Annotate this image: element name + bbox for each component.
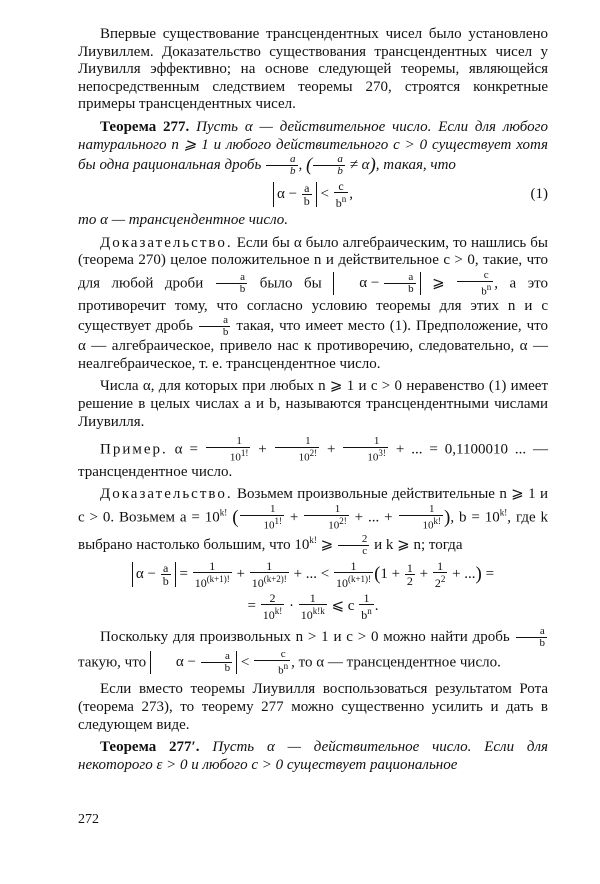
example-text: = 0,1100010 ... — трансцендентное число. bbox=[78, 441, 549, 480]
example-label: Пример. bbox=[100, 441, 168, 458]
equation-number: (1) bbox=[530, 185, 548, 202]
theorem-277-prime-text: Пусть α — действительное число. Если для некоторого ε > 0 и любого c > 0 существует рациональное bbox=[78, 739, 549, 773]
liouville-definition: Числа α, для которых при любых n ⩾ 1 и c > 0 неравенство (1) имеет решение в целых числах a и b, называются трансцендентными числами Лиувилля. bbox=[78, 378, 548, 430]
conclusion-text-2: такую, что bbox=[78, 653, 147, 670]
theorem-277-conclusion: то α — трансцендентное число. bbox=[78, 212, 289, 229]
proof-2-label: Доказательство. bbox=[100, 486, 233, 503]
proof-1-label: Доказательство. bbox=[100, 234, 233, 251]
conclusion-text-1: Поскольку для произвольных n > 1 и c > 0 можно найти дробь bbox=[100, 628, 510, 645]
proof-2-text-2: где k выбрано настолько большим, что bbox=[78, 509, 549, 553]
roth-paragraph: Если вместо теоремы Лиувилля воспользоваться результатом Рота (теорема 273), то теорему 277 можно существенно усилить и дать в следующем виде. bbox=[78, 681, 548, 733]
theorem-277-prime-label: Теорема 277′. bbox=[100, 739, 200, 756]
theorem-277-text-2: , такая, что bbox=[375, 157, 456, 174]
proof-1-text-1: Если бы α было алгебраическим, то нашлись бы (теорема 270) целое положительное n и действительное c > 0, такие, что для любой дроби bbox=[78, 234, 549, 292]
proof-2-text-1: Возьмем произвольные действительные n ⩾ 1 и c > 0. Возьмем bbox=[78, 486, 549, 526]
proof-1: Доказательство. Если бы α было алгебраическим, то нашлись бы (теорема 270) целое положительное n и действительное c > 0, такие, что для любой дроби $\frac{a}{b}$ было бы α − $\frac{a}{b}$ ⩾ $\frac{c}{b^n}$ , а это противоречит тому, что согласно условию теоремы для этих n и c существует дробь $\frac{a}{b}$ такая, что имеет место (1). Предположение, что α — алгебраическое, привело нас к противоречию, следовательно, α — неалгебраическое, т. е. трансцендентное число. bbox=[78, 234, 549, 372]
theorem-277-text-1: Пусть α — действительное число. Если для любого натурального n ⩾ 1 и любого действительного c > 0 существует хотя бы одна рациональная дробь bbox=[78, 118, 548, 174]
conclusion-paragraph: Поскольку для произвольных n > 1 и c > 0 можно найти дробь $\frac{a}{b}$ такую, что α − $\frac{a}{b}$ < $\frac{c}{b^n}$ , то α — трансцендентное число. bbox=[78, 624, 546, 677]
example: Пример. α = $\frac{1}{10^{1!}}$ + $\frac{1}{10^{2!}}$ + $\frac{1}{10^{3!}}$ + ... = 0,1100010 ... — трансцендентное число. bbox=[78, 435, 549, 480]
theorem-277-prime bbox=[78, 739, 548, 774]
intro-paragraph: Впервые существование трансцендентных чисел было установлено Лиувиллем. Доказательство существования трансцендентных чисел у Лиувилля эффективно; на основе следующей теоремы, являющейся непосредственным следствием теоремы 270, строятся конкретные примеры трансцендентных чисел. bbox=[78, 26, 548, 113]
page-number: 272 bbox=[78, 812, 99, 827]
proof-1-text-4: такая, что имеет место (1). Предположение, что α — алгебраическое, привело нас к противоречию, следовательно, α — неалгебраическое, т. е. трансцендентное число. bbox=[78, 318, 549, 372]
proof-1-text-2: было бы bbox=[259, 275, 322, 292]
formula-1: α − $\frac{a}{b}$ < $\frac{c}{b^n}$ , (1) bbox=[78, 180, 548, 209]
theorem-277: Теорема 277. Пусть α — действительное число. Если для любого натурального n ⩾ 1 и любого действительного c > 0 существует хотя бы одна рациональная дробь $\frac{a}{b}$ , ( $\frac{a}{b}$ ≠ α), такая, что bbox=[78, 118, 548, 178]
proof-2: Доказательство. Возьмем произвольные действительные n ⩾ 1 и c > 0. Возьмем $a = 10^{k!}$ ( $\frac{1}{10^{1!}}$ + $\frac{1}{10^{2!}}$ + ... + $\frac{1}{10^{k!}}$ ), $b = 10^{k!}$, где k выбрано настолько большим, что $10^{k!}$ ⩾ $\frac{2}{c}$ и k ⩾ n; тогда bbox=[78, 486, 549, 557]
formula-estimate-2: = $\frac{2}{10^{k!}}$ · $\frac{1}{10^{k!k}}$ ⩽ c $\frac{1}{b^n}$ . bbox=[247, 590, 379, 622]
theorem-277-label: Теорема 277. bbox=[100, 118, 190, 135]
proof-1-text-3: , а это противоречит тому, что согласно условию теоремы для этих n и c существует дробь bbox=[78, 275, 548, 335]
conclusion-text-3: , то α — трансцендентное число. bbox=[291, 653, 501, 670]
proof-2-text-3: и k ⩾ n; тогда bbox=[374, 536, 463, 553]
formula-estimate-1: α − $\frac{a}{b}$ = $\frac{1}{10^{(k+1)!}}$ + $\frac{1}{10^{(k+2)!}}$ + ... < $\frac{1}{10^{(k+1)!}}$ (1 + $\frac{1}{2}$ + $\frac{1}{2^2}$ + ...) = bbox=[78, 560, 548, 589]
